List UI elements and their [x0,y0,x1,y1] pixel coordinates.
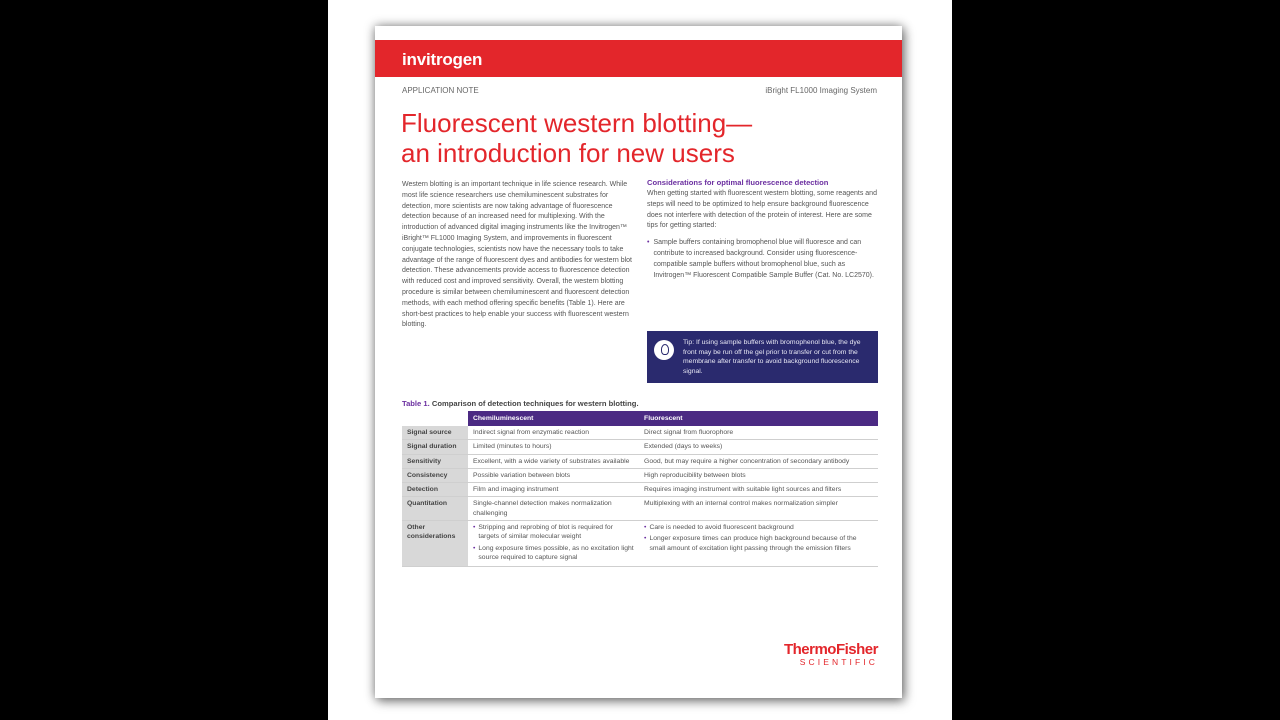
table-cell-fluor: Multiplexing with an internal control makes normalization simpler [639,497,878,521]
table-row-label: Signal source [402,426,468,440]
table-row-label: Signal duration [402,440,468,454]
bullet-icon: • [647,239,650,247]
lightbulb-icon [654,340,674,360]
table-row [402,426,878,440]
table-cell-fluor [639,521,878,567]
table-header-fluorescent: Fluorescent [639,411,878,426]
table-cell-fluor: Good, but may require a higher concentration of secondary antibody [639,454,878,468]
invitrogen-logo: invitrogen [402,50,483,69]
table-cell-fluor: Direct signal from fluorophore [639,426,878,440]
table-cell-chemi: Single-channel detection makes normalization challenging [468,497,639,521]
table-cell-bullet-text: • Care is needed to avoid fluorescent background [649,524,794,532]
table-caption-number: Table 1. [402,399,430,408]
table-row [402,521,878,567]
considerations-heading: Considerations for optimal fluorescence detection [647,178,829,187]
document-title [401,108,821,168]
table-header-blank [402,411,468,426]
title-line-1: Fluorescent western blotting— [401,108,753,138]
table-caption-text: Comparison of detection techniques for western blotting. [429,399,639,408]
table-cell-bullet [473,544,634,563]
table-cell-chemi [468,521,639,567]
table-cell-bullet [473,523,634,542]
title-line-2: an introduction for new users [401,138,735,168]
document-page [375,26,902,698]
tip-text: Tip: If using sample buffers with bromophenol blue, the dye front may be run off the gel prior to transfer or cut from the membrane after transfer to avoid background fluorescence signal. [683,339,861,375]
table-header-chemiluminescent: Chemiluminescent [468,411,639,426]
table-row [402,454,878,468]
table-cell-bullet-text: • Long exposure times possible, as no excitation light source required to capture signal [478,544,634,561]
table-cell-chemi: Possible variation between blots [468,468,639,482]
table-cell-bullet-text: • Stripping and reprobing of blot is required for targets of similar molecular weight [478,524,613,541]
table-cell-chemi: Excellent, with a wide variety of substrates available [468,454,639,468]
intro-paragraph: Western blotting is an important technique in life science research. While most life science researchers use chemiluminescent substrates for detection, more scientists are now taking advantage of fluorescence detection because of an increased need for multiplexing. With the introduction of advanced digital imaging instruments like the Invitrogen™ iBright™ FL1000 Imaging System, and improvements in fluorescent conjugate technologies, scientists now have the necessary tools to take advantage of the range of fluorescent dyes and antibodies for western blot detection. These advancements provide access to fluorescence detection with reduced cost and improved sensitivity. Overall, the western blotting procedure is similar between chemiluminescent and fluorescent detection methods, with each method offering specific benefits (Table 1). Here are short-best practices to help enable your success with fluorescent western blotting. [402,181,632,329]
considerations-section [647,178,879,281]
table-row-label: Detection [402,483,468,497]
table-cell-chemi: Film and imaging instrument [468,483,639,497]
thermofisher-logo [784,642,878,667]
table-row-label: Consistency [402,468,468,482]
comparison-table [402,411,878,567]
doc-type-label: APPLICATION NOTE [402,86,479,95]
table-cell-chemi: Indirect signal from enzymatic reaction [468,426,639,440]
table-row-label: Quantitation [402,497,468,521]
brand-header-bar [375,40,902,77]
table-row [402,483,878,497]
considerations-text: When getting started with fluorescent western blotting, some reagents and steps will need to be optimized to help ensure background fluorescence does not interfere with detection of the protein of interest. Here are some tips for getting started: [647,190,877,230]
table-cell-bullet [644,534,873,553]
table-cell-bullet-text: • Longer exposure times can produce high background because of the small amount of excitation light passing through the emission filters [649,535,857,552]
logo-line-2: SCIENTIFIC [799,657,878,667]
table-row [402,468,878,482]
product-label: iBright FL1000 Imaging System [765,86,877,95]
table-row-label: Sensitivity [402,454,468,468]
table-cell-bullet [644,523,873,532]
bullet-text: Sample buffers containing bromophenol blue will fluoresce and can contribute to increased background. Consider using fluorescence-compatible sample buffers without bromophenol blue, such as Invitrogen™ Fluorescent Compatible Sample Buffer (Cat. No. LC2570). [653,239,874,279]
table-cell-fluor: Requires imaging instrument with suitable light sources and filters [639,483,878,497]
table-header-row [402,411,878,426]
logo-line-1: ThermoFisher [783,641,878,658]
table-row [402,497,878,521]
table-row [402,440,878,454]
tip-callout [647,331,878,383]
table-caption [402,399,639,408]
table-cell-fluor: Extended (days to weeks) [639,440,878,454]
table-row-label: Other considerations [402,521,468,567]
table-cell-fluor: High reproducibility between blots [639,468,878,482]
table-cell-chemi: Limited (minutes to hours) [468,440,639,454]
considerations-bullet [647,238,879,281]
